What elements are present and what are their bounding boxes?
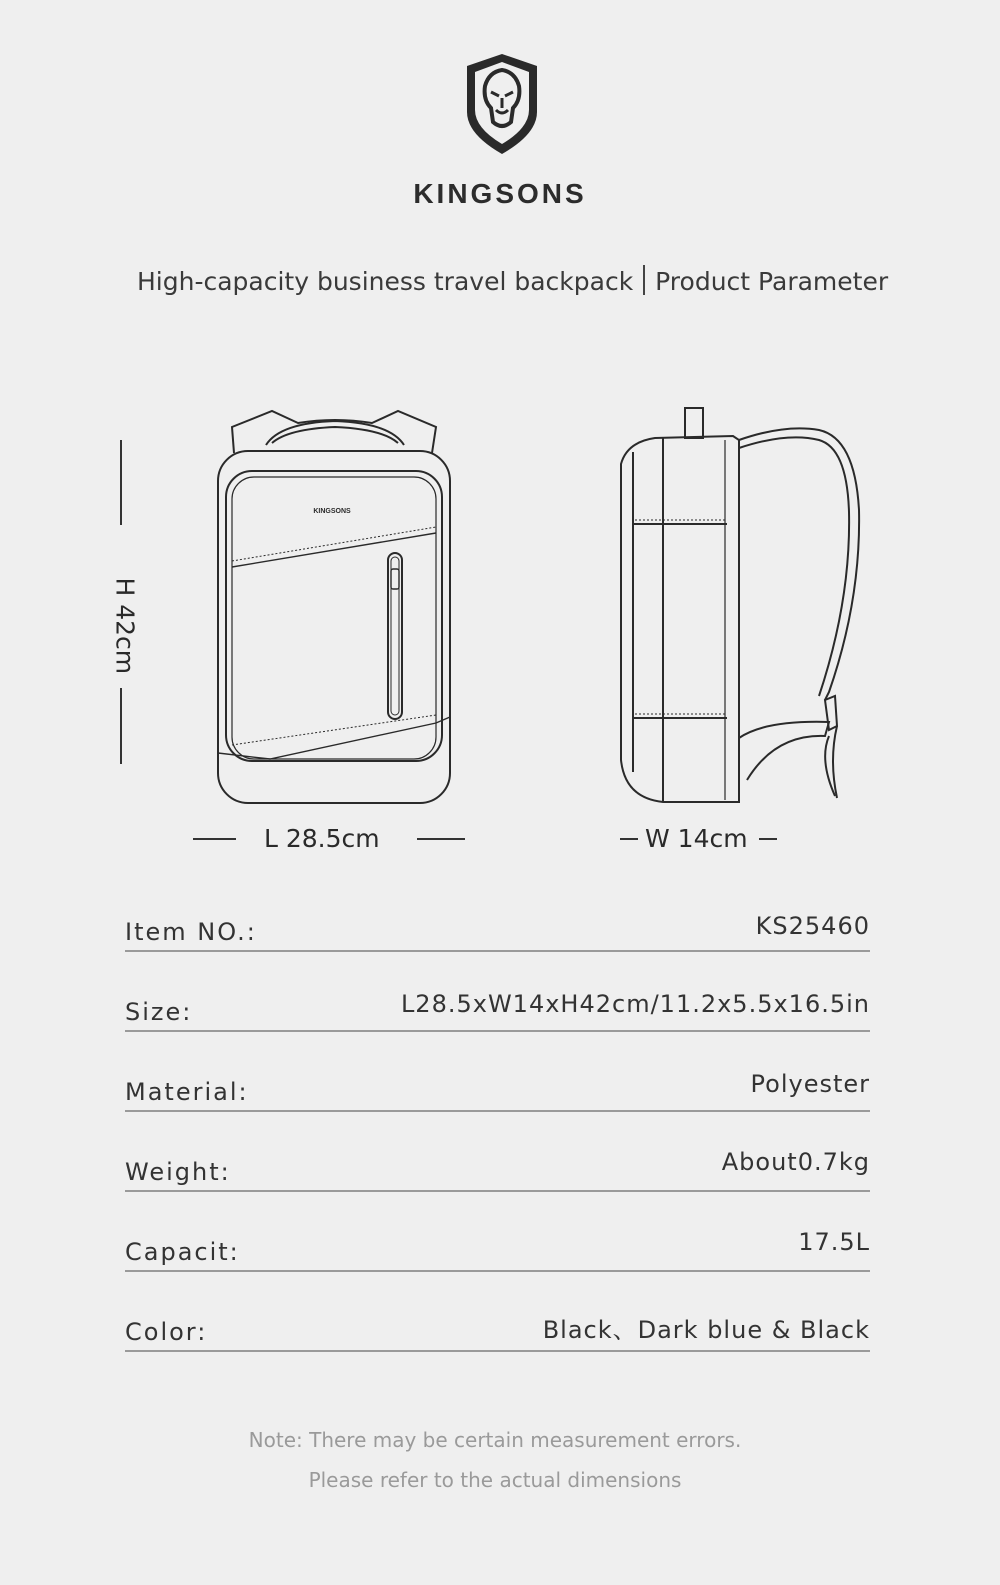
spec-row-item-no	[125, 872, 870, 952]
spec-value: Polyester	[750, 1070, 870, 1098]
backpack-front-view	[210, 405, 460, 810]
note-line-1: Note: There may be certain measurement errors.	[248, 1428, 742, 1452]
length-dim-line-right	[417, 838, 465, 840]
spec-value: KS25460	[755, 912, 870, 940]
length-label: L 28.5cm	[264, 824, 380, 853]
spec-value: L28.5xW14xH42cm/11.2x5.5x16.5in	[400, 990, 870, 1018]
height-dim-line-bottom	[120, 688, 122, 764]
spec-label: Capacit:	[125, 1238, 240, 1266]
spec-value: Black、Dark blue & Black	[542, 1316, 870, 1344]
product-title: High-capacity business travel backpack	[137, 267, 634, 296]
backpack-side-view	[615, 400, 865, 810]
height-label: H 42cm	[110, 577, 140, 675]
spec-label: Color:	[125, 1318, 208, 1346]
title-divider	[643, 265, 645, 295]
spec-label: Item NO.:	[125, 918, 257, 946]
spec-label: Size:	[125, 998, 193, 1026]
width-label: W 14cm	[645, 824, 748, 853]
note-line-2: Please refer to the actual dimensions	[308, 1468, 682, 1492]
spec-row-weight	[125, 1112, 870, 1192]
section-title: Product Parameter	[655, 267, 889, 296]
spec-row-capacity	[125, 1192, 870, 1272]
spec-row-color	[125, 1272, 870, 1352]
spec-row-material	[125, 1032, 870, 1112]
spec-row-size	[125, 952, 870, 1032]
spec-value: About0.7kg	[721, 1148, 870, 1176]
length-dim-line-left	[193, 838, 236, 840]
page-subtitle	[137, 265, 888, 296]
lion-shield-icon	[463, 52, 541, 156]
front-logo-text: KINGSONS	[313, 508, 351, 515]
width-dim-line-left	[620, 838, 638, 840]
spec-value: 17.5L	[798, 1228, 870, 1256]
spec-divider	[125, 1350, 870, 1352]
width-dim-line-right	[759, 838, 777, 840]
spec-label: Material:	[125, 1078, 249, 1106]
brand-name: KINGSONS	[413, 178, 587, 209]
height-dim-line-top	[120, 440, 122, 525]
spec-label: Weight:	[125, 1158, 231, 1186]
